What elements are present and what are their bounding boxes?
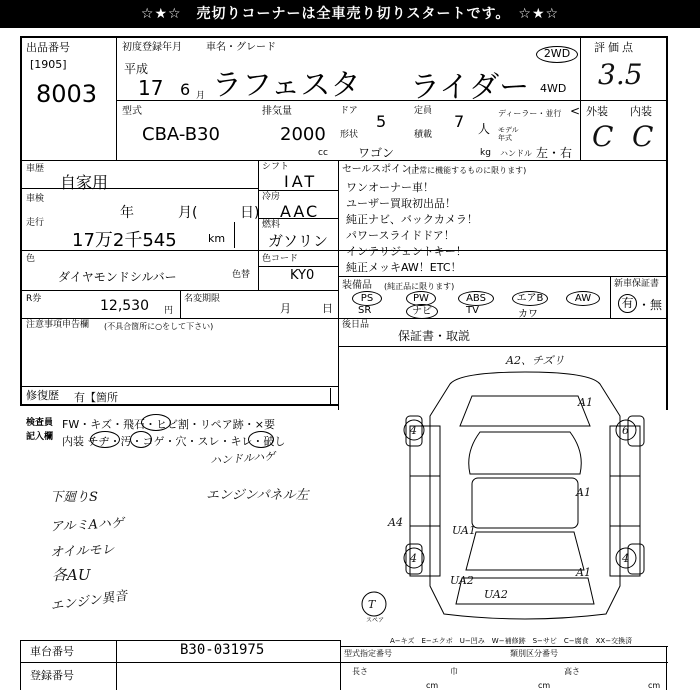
sales-item-1: ユーザー買取初出品！ — [346, 197, 456, 210]
frame-right — [666, 36, 668, 410]
lot-sub: [1905] — [30, 58, 67, 71]
model-label: 型式 — [122, 106, 142, 117]
tax-label: R券 — [26, 294, 42, 304]
check-row-2: 内装 チヂ・汚・コゲ・穴・スレ・キレ・破し — [62, 435, 286, 448]
bottom-right-top — [340, 646, 668, 647]
history-value: 自家用 — [60, 173, 109, 192]
color-code-label: 色コード — [262, 254, 299, 264]
shift-label: シフト — [262, 162, 290, 172]
hw-note-4: エンジン異音 — [49, 588, 129, 615]
mileage-close-bracket — [234, 222, 235, 248]
ext-label: 外装 — [586, 105, 608, 118]
sales-col-divider — [338, 160, 339, 410]
bottom-right — [666, 646, 667, 690]
equip-leather: カワ — [518, 309, 538, 320]
diag-label-2: 4 — [410, 424, 417, 437]
hw-middle-note: エンジンパネル左 — [206, 488, 309, 503]
ext-grade: C — [592, 120, 614, 153]
car-tailgate — [456, 578, 594, 604]
after-label: 後日品 — [342, 320, 370, 330]
color-divider — [20, 290, 338, 291]
warranty-col-divider — [610, 276, 611, 318]
int-grade: C — [632, 120, 654, 153]
lot-label: 出品番号 — [26, 41, 70, 54]
equipment-label: 装備品 — [342, 280, 372, 291]
height-unit: cm — [648, 681, 661, 690]
col-score-divider — [580, 36, 581, 160]
displacement-value: 2000 — [280, 124, 326, 145]
model-year-label: モデル 年式 — [498, 126, 519, 142]
ac-value: AAC — [280, 202, 320, 221]
diag-label-11: A1 — [576, 566, 591, 579]
drive-2wd: 2WD — [536, 46, 578, 63]
hw-note-3: 各AU — [52, 566, 91, 584]
equip-pw: PW — [406, 291, 436, 306]
tax-divider — [20, 318, 668, 319]
frame-top — [20, 36, 668, 38]
car-hood — [460, 396, 590, 426]
check-circle-dirt2 — [130, 431, 152, 448]
spare-mark: T — [368, 598, 376, 611]
first-reg-label: 初度登録年月 — [122, 42, 182, 53]
sales-item-5: 純正メッキAW！ETC！ — [346, 261, 462, 274]
expiry-day: 日 — [322, 302, 333, 315]
repair-label: 修復歴 — [26, 389, 59, 402]
length-label: 長さ — [352, 667, 368, 676]
chevron-icon: < — [570, 104, 581, 118]
color-code-divider — [258, 266, 338, 267]
inspection-day: 日) — [240, 205, 260, 221]
shape-label: 形状 — [340, 130, 359, 140]
inspector-label-2: 記入欄 — [26, 432, 54, 442]
color-value: ダイヤモンドシルバー — [58, 270, 177, 284]
repair-bracket — [330, 388, 331, 404]
damage-legend: A−キズ E−エクボ U−凹み W−補修跡 S−サビ C−腐食 XX−交換済 — [390, 637, 633, 645]
col-lot-divider — [116, 36, 117, 160]
displacement-unit: cc — [318, 148, 328, 158]
repair-top — [20, 386, 338, 387]
color-label: 色 — [26, 254, 36, 264]
color-code: KY0 — [290, 268, 315, 283]
notes-sub: (不具合箇所に○をして下さい) — [104, 322, 214, 331]
score-row-divider — [580, 100, 668, 101]
doors-label: ドア — [340, 106, 358, 116]
grade-value: 3.5 — [598, 58, 643, 91]
shape-value: ワゴン — [358, 146, 395, 160]
load-unit: kg — [480, 148, 491, 158]
diag-label-3: 6 — [622, 424, 629, 437]
diag-label-4: A1 — [576, 486, 591, 499]
inspection-month: 月( — [178, 205, 198, 221]
warranty-yes: 有 — [618, 294, 637, 313]
sales-note: (正常に機能するものに限ります) — [408, 166, 527, 175]
check-row-1: FW・キズ・飛石・ヒビ割・リペア跡・×要 — [62, 418, 275, 431]
capacity-value: 7 — [454, 112, 465, 131]
equip-airbag: エアB — [512, 291, 548, 306]
mileage-value: 17万2千545 — [72, 230, 177, 251]
diag-label-0: A2、チズリ — [506, 354, 565, 367]
inspection-label: 車検 — [26, 194, 45, 204]
class-label: 類別区分番号 — [510, 649, 558, 658]
equip-aw: AW — [566, 291, 600, 306]
repair-value: 有【箇所 — [74, 391, 118, 404]
car-grade: ライダー — [410, 70, 530, 105]
diag-label-9: UA2 — [450, 574, 474, 587]
first-reg-era: 平成 — [124, 62, 149, 76]
car-roof — [472, 478, 578, 528]
mileage-unit: km — [208, 232, 226, 245]
hw-note-0: 下廻りS — [50, 490, 98, 505]
frame-left — [20, 36, 22, 404]
bottom-top — [20, 640, 340, 641]
history-divider — [20, 188, 258, 189]
color-change-label: 色替 — [232, 270, 251, 280]
type-label: 型式指定番号 — [344, 649, 392, 658]
history-label: 車歴 — [26, 164, 45, 174]
diag-label-8: 4 — [622, 552, 629, 565]
fuel-label: 燃料 — [262, 220, 281, 230]
bottom-col2 — [340, 640, 341, 690]
warranty-label: 新車保証書 — [614, 279, 660, 289]
notes-label: 注意事項申告欄 — [26, 320, 90, 330]
handle-label: ハンドル — [500, 149, 532, 158]
shift-col-divider — [258, 160, 259, 290]
tax-unit: 円 — [164, 306, 174, 316]
expiry-month: 月 — [280, 302, 291, 315]
tax-value: 12,530 — [100, 298, 149, 314]
shift-value: IAT — [284, 172, 318, 191]
check-circle-stone — [141, 414, 171, 431]
chassis-value: B30-031975 — [180, 642, 265, 658]
sales-item-3: パワースライドドア！ — [346, 229, 455, 242]
car-name: ラフェスタ — [212, 68, 361, 103]
first-reg-month-unit: 月 — [196, 91, 206, 101]
length-unit: cm — [426, 681, 439, 690]
diag-label-1: A1 — [578, 396, 593, 409]
grade-label: 評価点 — [594, 41, 636, 54]
warranty-no: ・無 — [638, 298, 663, 312]
bottom-mid — [20, 662, 668, 663]
handle-side: 左・右 — [536, 146, 573, 160]
width-unit: cm — [538, 681, 551, 690]
car-rear-glass — [466, 532, 584, 570]
inspector-label-1: 検査員 — [26, 418, 54, 428]
displacement-label: 排気量 — [262, 106, 292, 117]
hw-handle-wear: ハンドルハゲ — [209, 449, 276, 468]
model-value: CBA-B30 — [142, 124, 220, 145]
bottom-col1 — [116, 640, 117, 690]
hw-note-1: アルミAハゲ — [49, 516, 125, 535]
equipment-divider — [338, 276, 668, 277]
doors-value: 5 — [376, 112, 387, 131]
ac-label: 冷房 — [262, 192, 281, 202]
sales-item-2: 純正ナビ、バックカメラ！ — [346, 213, 478, 226]
check-circle-dirt1 — [90, 431, 120, 448]
dealer-label: ディーラー・並行 — [498, 109, 562, 118]
chassis-label: 車台番号 — [30, 645, 74, 658]
after-value: 保証書・取説 — [398, 329, 471, 343]
load-label: 積載 — [414, 130, 433, 140]
expiry-label: 名変期限 — [184, 294, 221, 304]
drive-4wd: 4WD — [540, 82, 567, 95]
equip-abs: ABS — [458, 291, 494, 306]
repair-bottom — [20, 404, 338, 406]
inspection-year: 年 — [120, 205, 134, 221]
diag-label-6: UA1 — [452, 524, 476, 537]
height-label: 高さ — [564, 667, 580, 676]
int-label: 内装 — [630, 105, 652, 118]
equip-sr: SR — [358, 305, 372, 316]
car-diagram — [366, 354, 670, 636]
equip-ps: PS — [352, 291, 382, 306]
diag-label-7: 4 — [410, 552, 417, 565]
hw-note-2: オイルモレ — [49, 542, 115, 561]
lot-number: 8003 — [36, 80, 98, 108]
header-banner: ☆★☆ 売切りコーナーは全車売り切りスタートです。 ☆★☆ — [0, 0, 700, 28]
check-circle-scuff — [248, 431, 274, 448]
bottom-left — [20, 640, 21, 690]
registration-label: 登録番号 — [30, 669, 74, 682]
car-name-label: 車名・グレード — [206, 42, 276, 53]
capacity-label: 定員 — [414, 106, 433, 116]
after-bottom — [338, 346, 668, 347]
diag-label-5: A4 — [388, 516, 403, 529]
sales-item-0: ワンオーナー車！ — [346, 181, 434, 194]
sales-label: セールスポイント — [342, 164, 422, 175]
equipment-note: (純正品に限ります) — [384, 282, 455, 291]
diag-label-10: UA2 — [484, 588, 508, 601]
fuel-value: ガソリン — [268, 232, 329, 250]
mileage-label: 走行 — [26, 218, 45, 228]
equip-navi: ナビ — [406, 304, 438, 319]
car-windshield — [469, 432, 582, 474]
equip-tv: TV — [466, 305, 479, 316]
spare-label: スペア — [366, 617, 385, 624]
capacity-unit: 人 — [478, 122, 491, 136]
width-label: 巾 — [450, 667, 458, 676]
first-reg-month: 6 — [180, 80, 191, 99]
tax-col-divider — [180, 290, 181, 318]
first-reg-year: 17 — [138, 76, 164, 100]
sales-item-4: インテリジェントキー！ — [346, 245, 467, 258]
